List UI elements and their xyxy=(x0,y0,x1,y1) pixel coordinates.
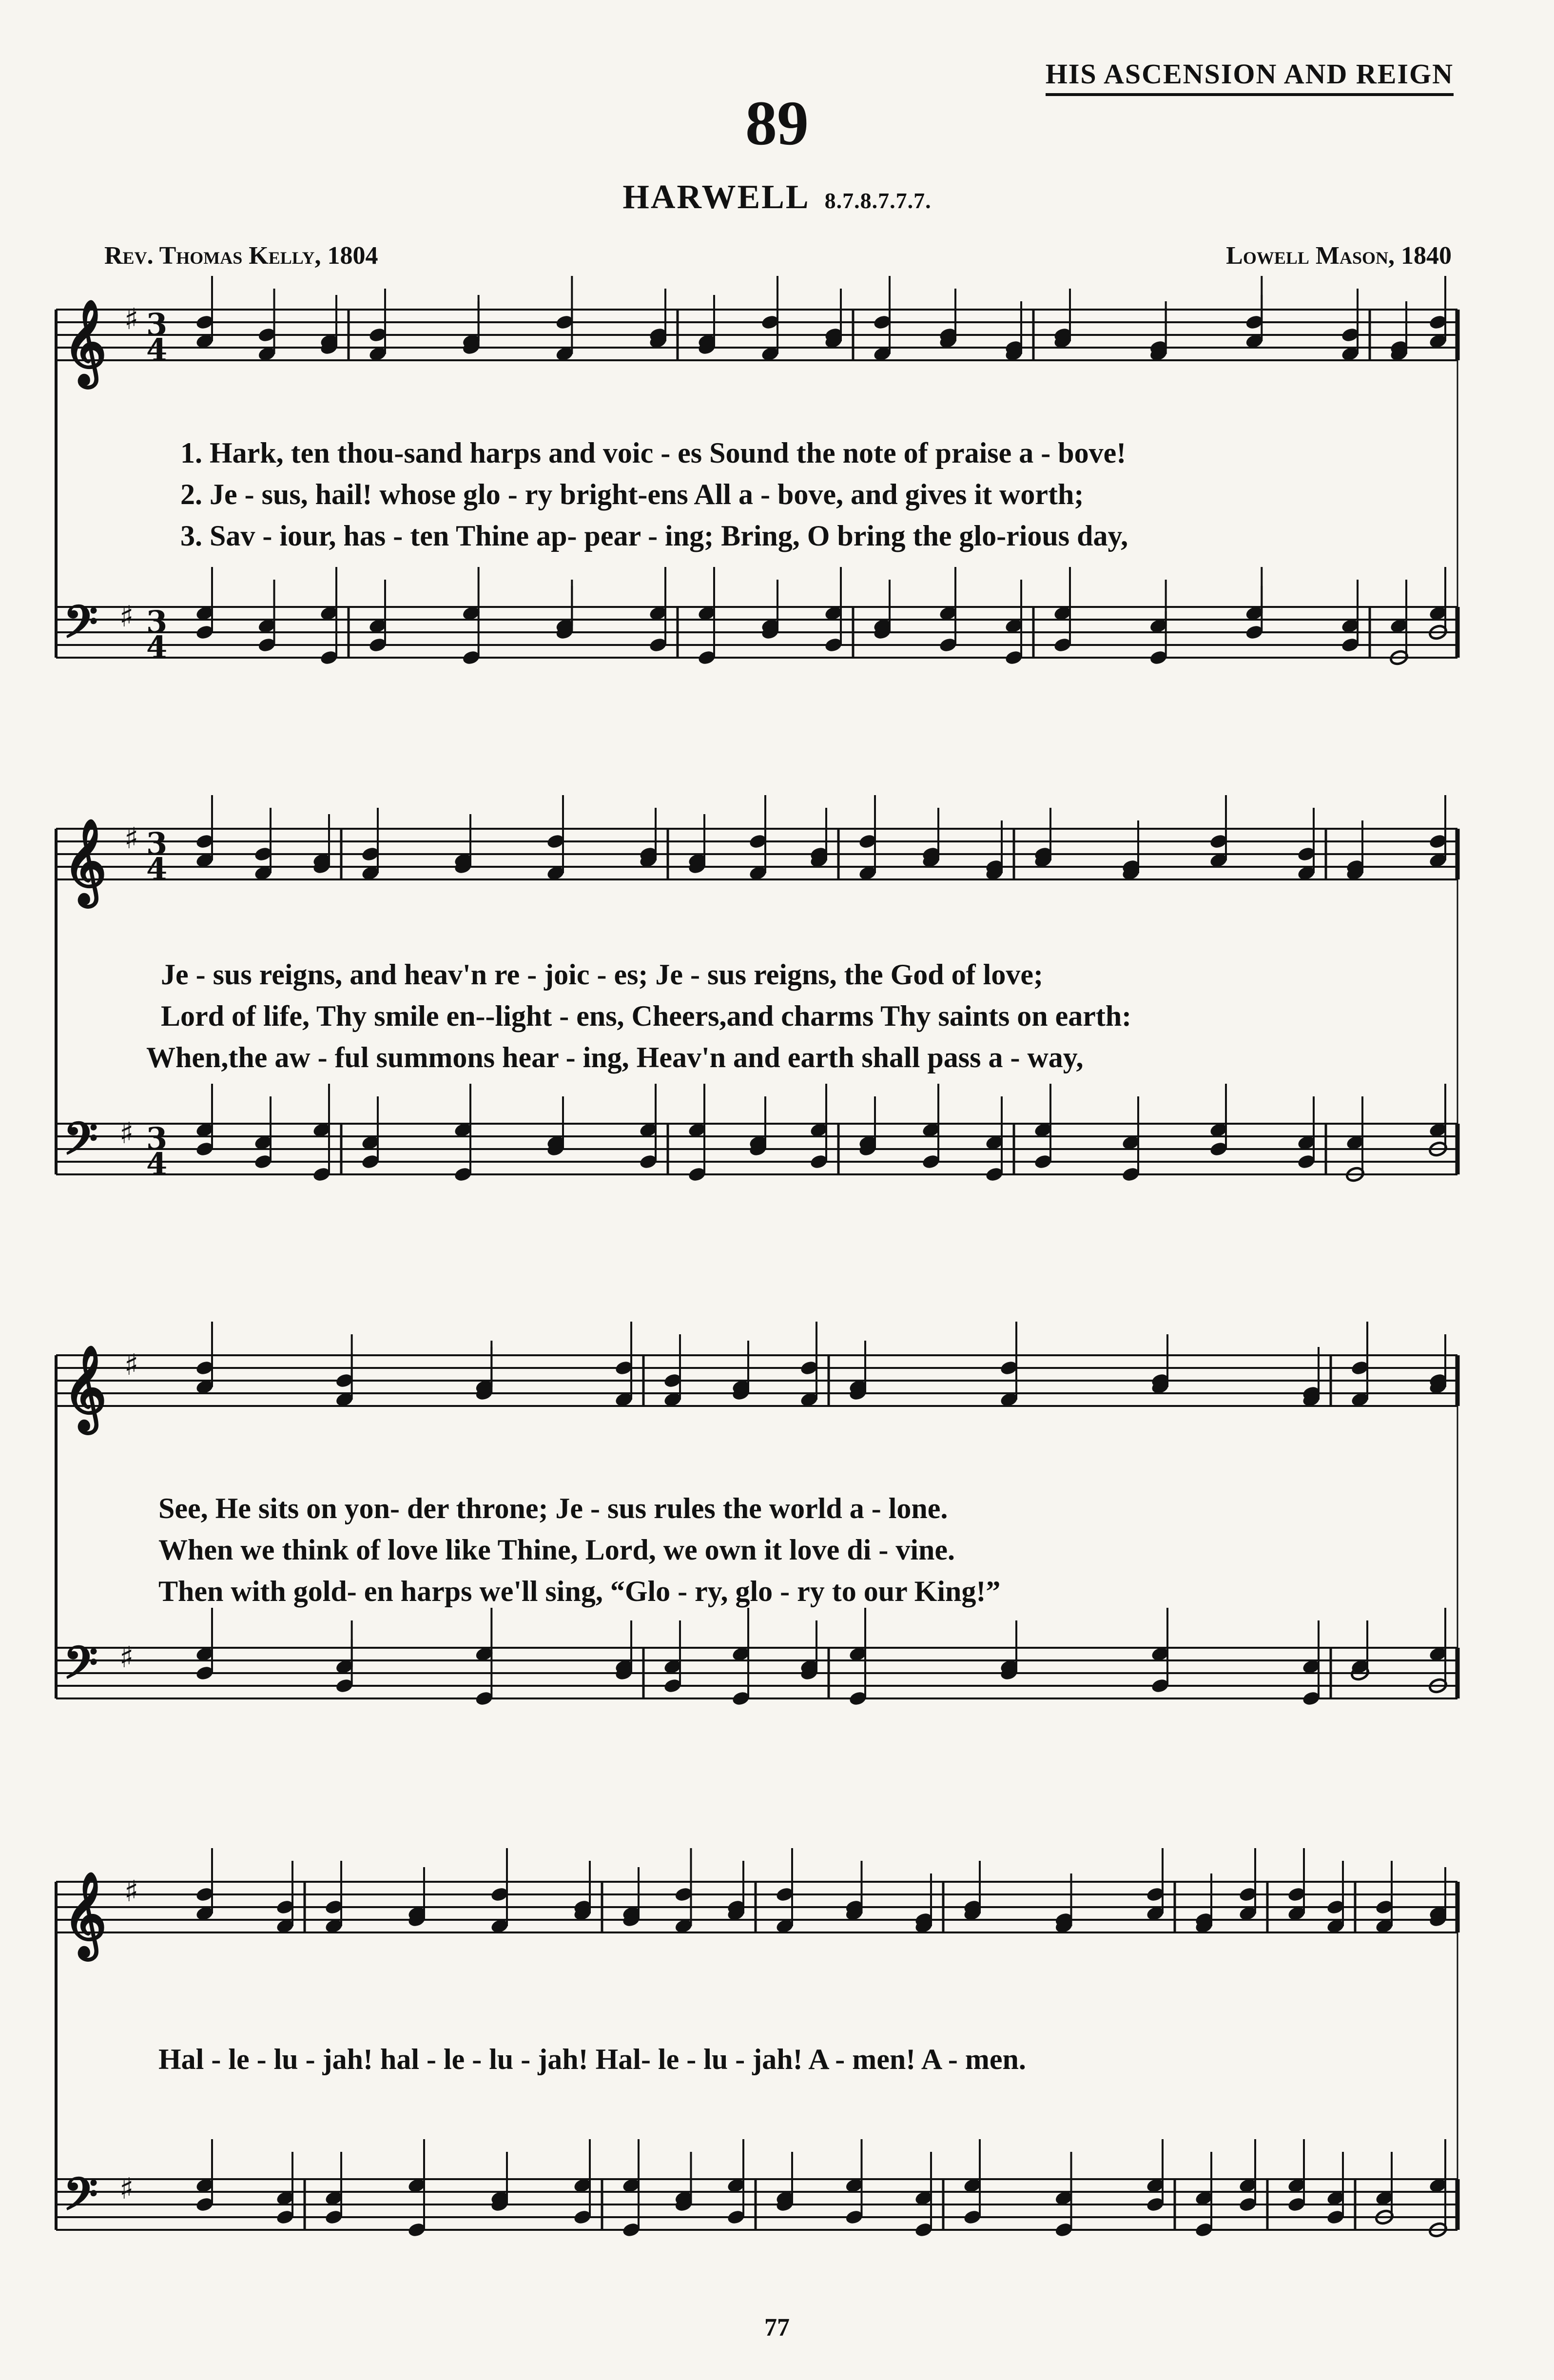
section-title: HIS ASCENSION AND REIGN xyxy=(1046,58,1454,96)
composer-credit: Lowell Mason, 1840 xyxy=(1226,242,1452,270)
notation-glyph: 4 xyxy=(146,332,168,368)
lyric-line: 1. Hark, ten thou-sand harps and voic - es Sound the note of praise a - bove! xyxy=(180,437,1127,469)
notation-glyph: 4 xyxy=(146,629,168,665)
notation-glyph: 3 xyxy=(146,307,168,342)
notation-glyph: 𝄢 xyxy=(63,596,98,659)
notation-glyph: 4 xyxy=(146,851,168,887)
notation-glyph: 𝄢 xyxy=(63,1637,98,1699)
notation-glyph: ♯ xyxy=(119,2172,134,2206)
lyric-line: See, He sits on yon- der throne; Je - sus rules the world a - lone. xyxy=(158,1492,948,1524)
author-credit: Rev. Thomas Kelly, 1804 xyxy=(104,242,378,270)
lyric-line: Lord of life, Thy smile en--light - ens, Cheers,and charms Thy saints on earth: xyxy=(161,1000,1132,1032)
notation-glyph: ♯ xyxy=(124,1348,139,1382)
lyric-line: 2. Je - sus, hail! whose glo - ry bright-ens All a - bove, and gives it worth; xyxy=(180,478,1084,510)
notation-glyph: ♯ xyxy=(119,1116,134,1151)
notation-glyph: 𝄢 xyxy=(63,1112,98,1175)
hymn-number: 89 xyxy=(745,88,809,158)
notation-glyph: 𝄞 xyxy=(63,1345,107,1430)
tune-name: HARWELL xyxy=(622,178,810,216)
lyric-line: Then with gold- en harps we'll sing, “Glo - ry, glo - ry to our King!” xyxy=(158,1575,1001,1607)
staff-lines xyxy=(56,310,1457,2230)
meter: 8.7.8.7.7.7. xyxy=(824,188,932,213)
notation-glyph: 4 xyxy=(146,1146,168,1182)
lyric-line: Je - sus reigns, and heav'n re - joic - es; Je - sus reigns, the God of love; xyxy=(161,958,1043,991)
notation-glyph: 𝄞 xyxy=(63,818,107,904)
lyric-line: When,the aw - ful summons hear - ing, Heav'n and earth shall pass a - way, xyxy=(146,1041,1084,1073)
notation-glyph: ♯ xyxy=(119,1640,134,1675)
lyric-line: Hal - le - lu - jah! hal - le - lu - jah! Hal- le - lu - jah! A - men! A - men. xyxy=(158,2043,1026,2075)
notation-glyph: 𝄞 xyxy=(63,299,107,385)
lyric-line: When we think of love like Thine, Lord, we own it love di - vine. xyxy=(158,1534,955,1566)
notation-glyph: 𝄢 xyxy=(63,2168,98,2231)
notation-glyph: ♯ xyxy=(124,1874,139,1909)
notation-glyph: ♯ xyxy=(119,600,134,634)
note-heads xyxy=(195,276,1448,2238)
notation-glyph: ♯ xyxy=(124,302,139,336)
page-number: 77 xyxy=(764,2314,790,2341)
notation-glyph: 3 xyxy=(146,1121,168,1156)
lyric-line: 3. Sav - iour, has - ten Thine ap- pear - ing; Bring, O bring the glo-rious day, xyxy=(180,520,1128,552)
notation-glyph: 3 xyxy=(146,604,168,640)
notation-glyph: 3 xyxy=(146,826,168,861)
clef-and-signature-glyphs xyxy=(63,299,167,2231)
notation-glyph: 𝄞 xyxy=(63,1871,107,1957)
notation-glyph: ♯ xyxy=(124,821,139,856)
